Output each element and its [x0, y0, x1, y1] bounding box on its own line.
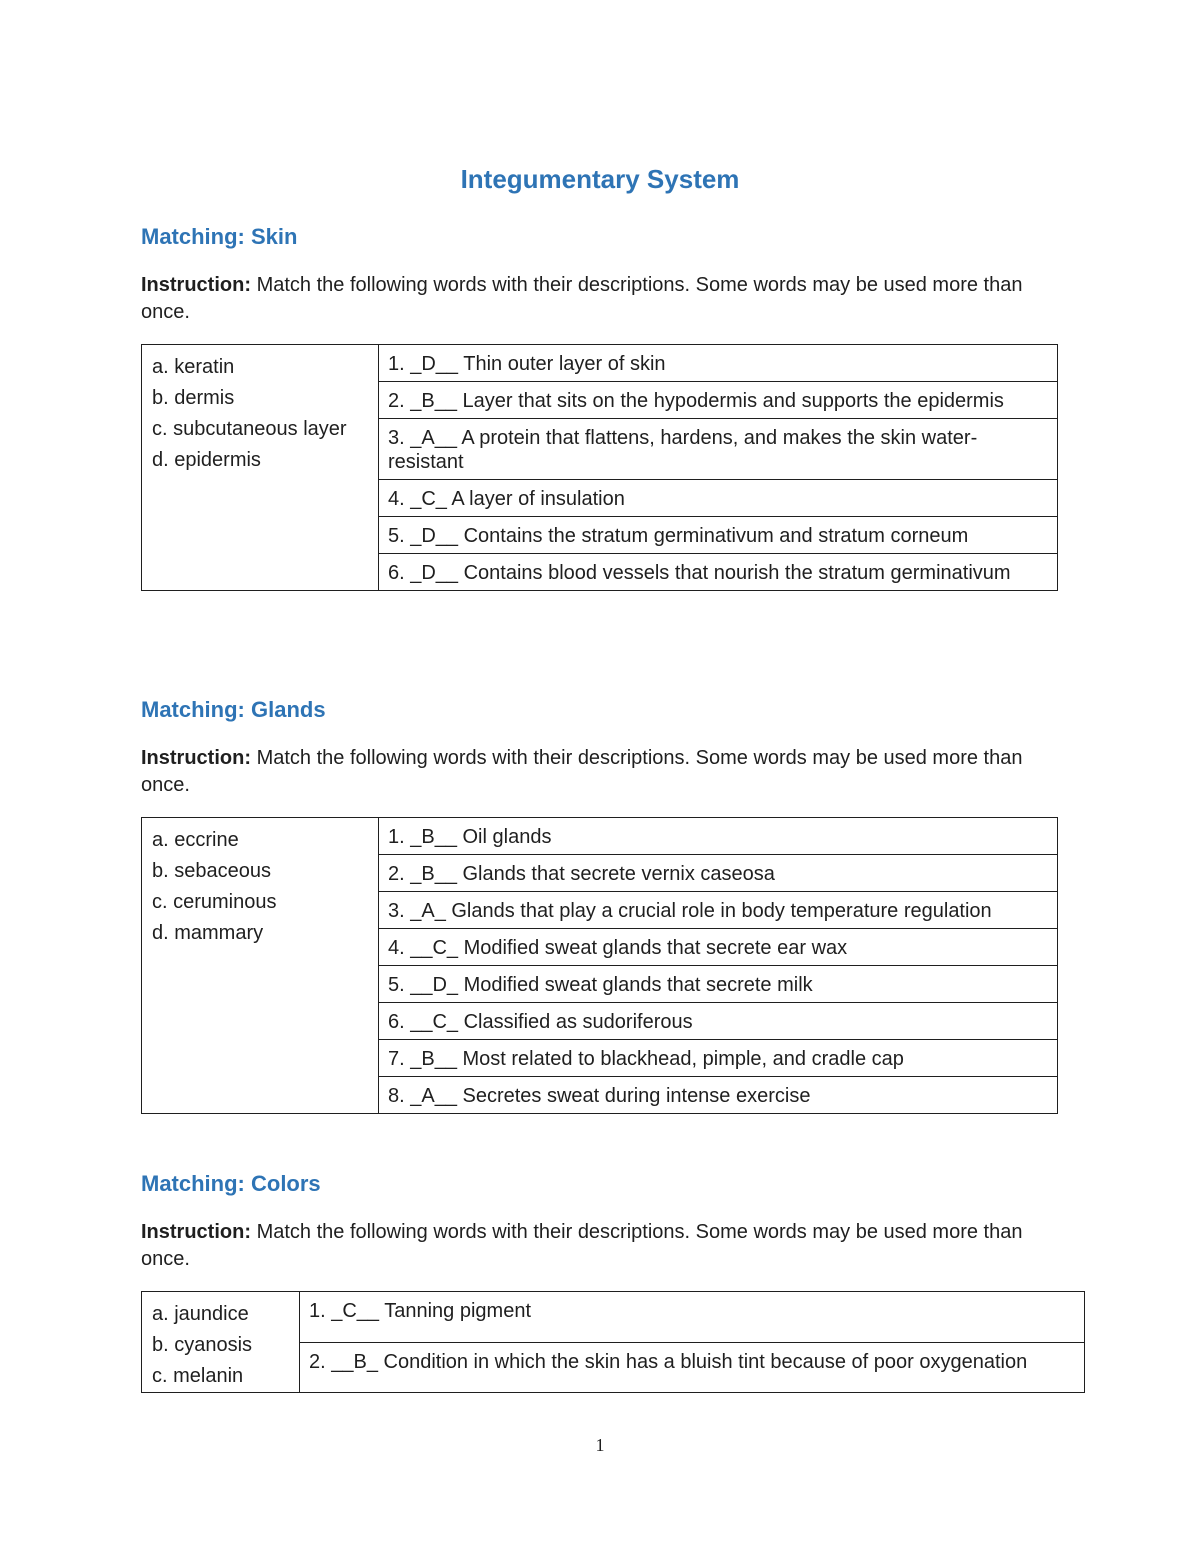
option: b. cyanosis	[152, 1334, 253, 1356]
matching-item: 7. _B__ Most related to blackhead, pimple, and cradle cap	[379, 1040, 1058, 1077]
instruction-label: Instruction:	[141, 274, 251, 296]
matching-item: 2. _B__ Layer that sits on the hypodermis and supports the epidermis	[379, 382, 1058, 419]
matching-item: 3. _A__ A protein that flattens, hardens, and makes the skin water-resistant	[379, 419, 1058, 480]
section-glands	[141, 695, 1058, 1114]
matching-table-skin	[141, 344, 1058, 591]
section-heading: Matching: Glands	[141, 697, 326, 722]
matching-item: 4. __C_ Modified sweat glands that secrete ear wax	[379, 929, 1058, 966]
instruction	[141, 1219, 1051, 1273]
matching-item: 1. _C__ Tanning pigment	[300, 1292, 1085, 1343]
option: d. mammary	[152, 922, 264, 944]
option: a. keratin	[152, 356, 235, 378]
options-cell	[142, 1292, 300, 1393]
instruction	[141, 745, 1051, 799]
page-title: Integumentary System	[460, 164, 740, 194]
option: b. dermis	[152, 387, 235, 409]
matching-item: 5. __D_ Modified sweat glands that secrete milk	[379, 966, 1058, 1003]
matching-item: 4. _C_ A layer of insulation	[379, 480, 1058, 517]
section-heading: Matching: Colors	[141, 1171, 321, 1196]
option: c. ceruminous	[152, 891, 277, 913]
matching-item: 6. __C_ Classified as sudoriferous	[379, 1003, 1058, 1040]
matching-item: 1. _D__ Thin outer layer of skin	[379, 345, 1058, 382]
section-skin	[141, 222, 1058, 591]
instruction-label: Instruction:	[141, 1221, 251, 1243]
matching-item: 6. _D__ Contains blood vessels that nourish the stratum germinativum	[379, 554, 1058, 591]
option: a. eccrine	[152, 829, 239, 851]
matching-item: 2. _B__ Glands that secrete vernix caseosa	[379, 855, 1058, 892]
option: d. epidermis	[152, 449, 261, 471]
instruction-text: Match the following words with their descriptions. Some words may be used more than once.	[141, 274, 1023, 323]
matching-item: 1. _B__ Oil glands	[379, 818, 1058, 855]
instruction-label: Instruction:	[141, 747, 251, 769]
instruction	[141, 272, 1051, 326]
section-heading: Matching: Skin	[141, 224, 298, 249]
options-cell	[142, 345, 379, 591]
section-colors	[141, 1169, 1085, 1393]
option: b. sebaceous	[152, 860, 271, 882]
option: a. jaundice	[152, 1303, 249, 1325]
instruction-text: Match the following words with their descriptions. Some words may be used more than once.	[141, 1221, 1023, 1270]
page-number: 1	[595, 1435, 605, 1455]
matching-table-colors	[141, 1291, 1085, 1393]
matching-item: 5. _D__ Contains the stratum germinativum and stratum corneum	[379, 517, 1058, 554]
options-cell	[142, 818, 379, 1114]
matching-item: 8. _A__ Secretes sweat during intense exercise	[379, 1077, 1058, 1114]
option: c. melanin	[152, 1365, 244, 1387]
instruction-text: Match the following words with their descriptions. Some words may be used more than once.	[141, 747, 1023, 796]
matching-item: 3. _A_ Glands that play a crucial role in body temperature regulation	[379, 892, 1058, 929]
matching-item: 2. __B_ Condition in which the skin has a bluish tint because of poor oxygenation	[300, 1342, 1085, 1393]
option: c. subcutaneous layer	[152, 418, 347, 440]
matching-table-glands	[141, 817, 1058, 1114]
